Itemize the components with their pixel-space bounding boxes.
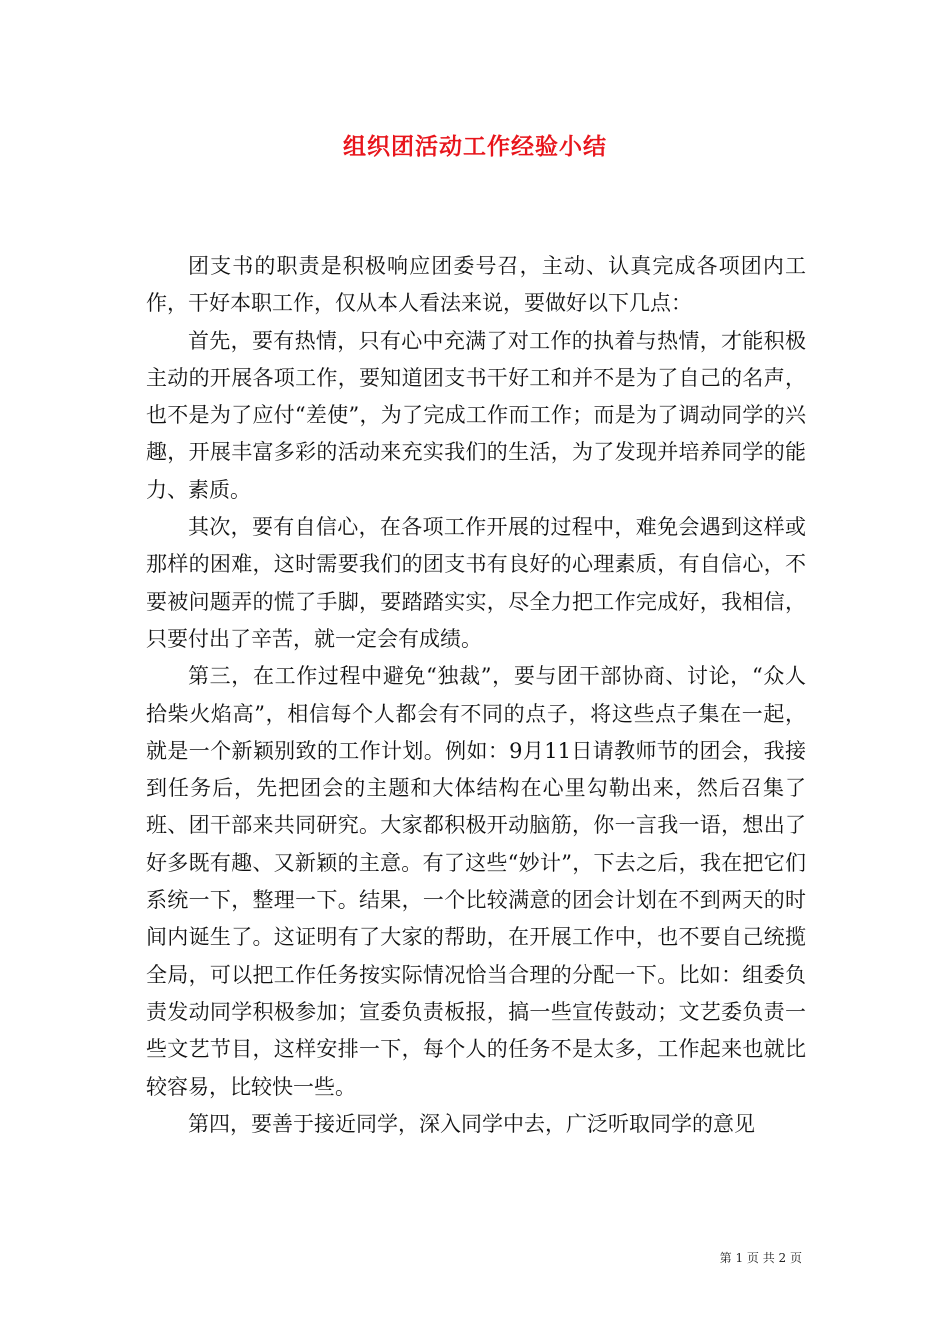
paragraph-second: 其次，要有自信心，在各项工作开展的过程中，难免会遇到这样或那样的困难，这时需要我们的团支书有良好的心理素质，有自信心，不要被问题弄的慌了手脚，要踏踏实实，尽全力把工作完成好，我相信，只要付出了辛苦，就一定会有成绩。	[146, 515, 806, 651]
page-number-footer: 第 1 页 共 2 页	[719, 1251, 802, 1265]
paragraph-fourth: 第四，要善于接近同学，深入同学中去，广泛听取同学的意见	[188, 1111, 755, 1136]
paragraph-third: 第三，在工作过程中避免“独裁”，要与团干部协商、讨论，“众人拾柴火焰高”，相信每个人都会有不同的点子，将这些点子集在一起，就是一个新颖别致的工作计划。例如：9月11日请教师节的团会，我接到任务后，先把团会的主题和大体结构在心里勾勒出来，然后召集了班、团干部来共同研究。大家都积极开动脑筋，你一言我一语，想出了好多既有趣、又新颖的主意。有了这些“妙计”，下去之后，我在把它们系统一下，整理一下。结果，一个比较满意的团会计划在不到两天的时间内诞生了。这证明有了大家的帮助，在开展工作中，也不要自己统揽全局，可以把工作任务按实际情况恰当合理的分配一下。比如：组委负责发动同学积极参加；宣委负责板报，搞一些宣传鼓动；文艺委负责一些文艺节目，这样安排一下，每个人的任务不是太多，工作起来也就比较容易，比较快一些。	[146, 664, 806, 1099]
document-title: 组织团活动工作经验小结	[343, 133, 607, 160]
paragraph-intro: 团支书的职责是积极响应团委号召，主动、认真完成各项团内工作，干好本职工作，仅从本人看法来说，要做好以下几点：	[146, 254, 806, 316]
document-body	[146, 248, 806, 1143]
paragraph-first: 首先，要有热情，只有心中充满了对工作的执着与热情，才能积极主动的开展各项工作，要知道团支书干好工和并不是为了自己的名声，也不是为了应付“差使”，为了完成工作而工作；而是为了调动同学的兴趣，开展丰富多彩的活动来充实我们的生活，为了发现并培养同学的能力、素质。	[146, 328, 806, 502]
